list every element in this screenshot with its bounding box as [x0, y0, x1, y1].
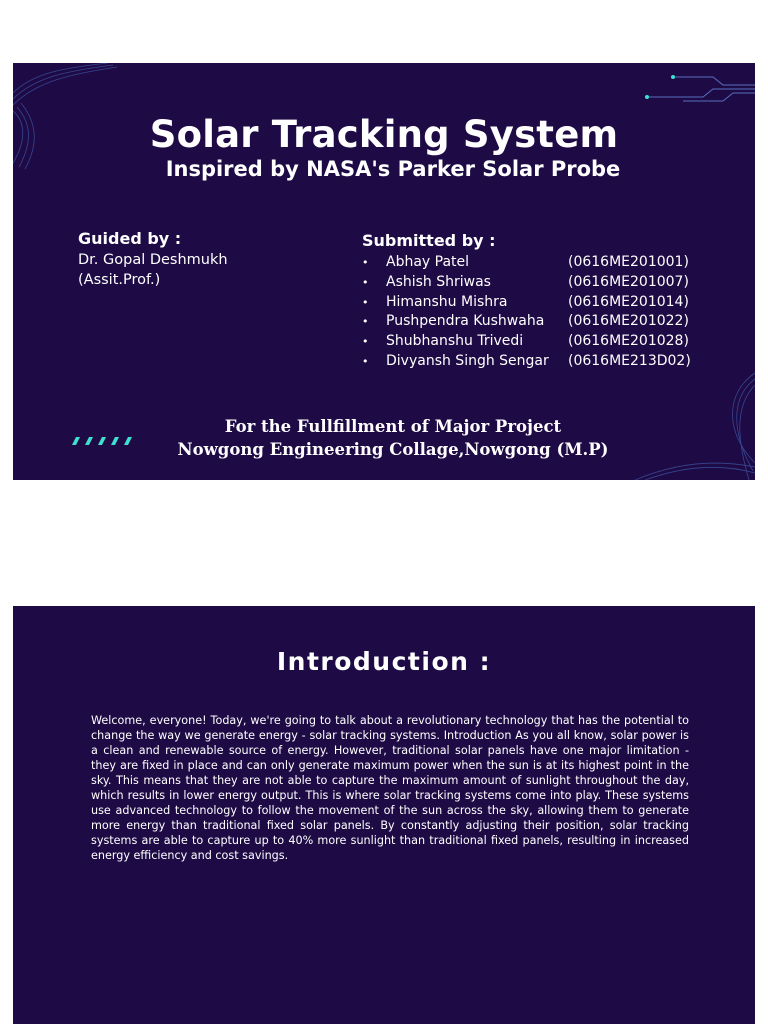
- introduction-body: Welcome, everyone! Today, we're going to talk about a revolutionary technology that has the potential to change the way we generate energy - solar tracking systems. Introduction As you all know, solar power is a clean and renewable source of energy. However, traditional solar panels have one major limitation - they are fixed in place and can only generate maximum power when the sun is at its highest point in the sky. This means that they are not able to capture the maximum amount of sunlight throughout the day, which results in lower energy output. This is where solar tracking systems come into play. These systems use advanced technology to follow the movement of the sun across the sky, allowing them to generate more energy than traditional fixed solar panels. By constantly adjusting their position, solar tracking systems are able to capture up to 40% more sunlight than traditional fixed panels, resulting in increased energy efficiency and cost savings.: [91, 714, 689, 862]
- member-item: [362, 332, 692, 352]
- bullet-icon: •: [362, 256, 369, 269]
- member-roll: (0616ME201028): [568, 333, 689, 350]
- member-name: Himanshu Mishra: [386, 293, 508, 310]
- presentation-title: Solar Tracking System: [149, 113, 619, 156]
- bullet-icon: •: [362, 315, 369, 329]
- member-name: Shubhanshu Trivedi: [386, 333, 524, 350]
- introduction-heading: Introduction :: [276, 647, 492, 676]
- purpose-line-1: For the Fullfillment of Major Project: [224, 417, 562, 436]
- member-item: [362, 312, 692, 332]
- member-item: [362, 352, 692, 372]
- member-roll: (0616ME213D02): [568, 352, 691, 369]
- member-roll: (0616ME201007): [568, 273, 689, 290]
- guide-name: Dr. Gopal Deshmukh: [78, 252, 228, 268]
- bullet-icon: •: [362, 295, 369, 309]
- guide-designation: (Assit.Prof.): [78, 272, 161, 288]
- bullet-icon: •: [362, 275, 369, 289]
- member-roll: (0616ME201014): [568, 293, 689, 310]
- purpose-line-2: Nowgong Engineering Collage,Nowgong (M.P): [177, 440, 609, 459]
- member-name: Ashish Shriwas: [386, 273, 491, 290]
- member-name: Pushpendra Kushwaha: [386, 313, 545, 330]
- member-list: [362, 253, 692, 372]
- presentation-subtitle: Inspired by NASA's Parker Solar Probe: [165, 157, 621, 181]
- member-item: [362, 253, 692, 273]
- member-roll: (0616ME201022): [568, 313, 689, 330]
- member-item: [362, 293, 692, 313]
- introduction-slide: [13, 606, 755, 1024]
- bullet-icon: •: [362, 354, 369, 368]
- member-item: [362, 273, 692, 293]
- circuit-decoration: [633, 71, 755, 111]
- submitted-by-heading: Submitted by :: [362, 231, 496, 250]
- member-name: Divyansh Singh Sengar: [386, 352, 549, 369]
- guided-by-heading: Guided by :: [78, 229, 182, 248]
- bullet-icon: •: [362, 335, 369, 349]
- title-slide: [13, 63, 755, 480]
- member-name: Abhay Patel: [386, 254, 470, 270]
- member-roll: (0616ME201001): [568, 254, 689, 270]
